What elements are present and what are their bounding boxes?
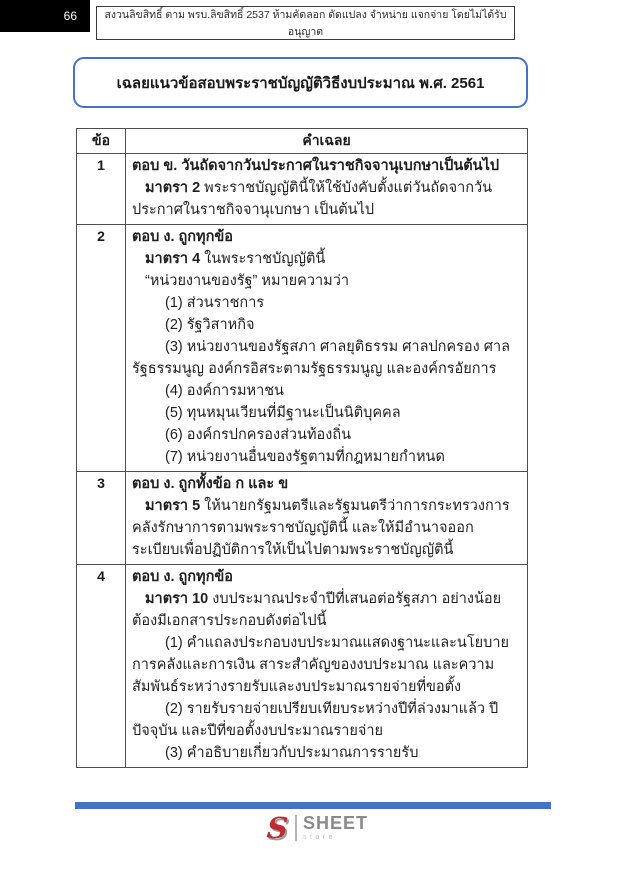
answer-line: (1) คำแถลงประกอบงบประมาณแสดงฐานะและนโยบายการคลังและการเงิน สาระสำคัญของงบประมาณ และความสัมพันธ์ระหว่างรายรับและงบประมาณรายจ่ายที่ขอตั้ง — [132, 635, 509, 695]
answer-line: (1) ส่วนราชการ — [165, 295, 265, 311]
footer-divider-bar — [75, 802, 551, 809]
logo-group — [267, 812, 368, 844]
copyright-notice-box — [96, 6, 515, 40]
answer-line: “หน่วยงานของรัฐ” หมายความว่า — [145, 273, 349, 289]
logo-text-store: store — [302, 833, 337, 841]
answer-line: ตอบ ง. ถูกทุกข้อ — [132, 229, 234, 245]
answer-line: มาตรา 5 ให้นายกรัฐมนตรีและรัฐมนตรีว่าการกระทรวงการคลังรักษาการตามพระราชบัญญัตินี้ และให้มีอำนาจออกระเบียบเพื่อปฏิบัติการให้เป็นไปตามพระราชบัญญัตินี้ — [132, 498, 510, 558]
table-row — [77, 154, 528, 225]
answer-cell — [126, 565, 528, 768]
question-number-cell: 4 — [77, 565, 126, 768]
answer-cell — [126, 225, 528, 472]
logo-text-column — [302, 812, 368, 842]
answer-line: ตอบ ง. ถูกทุกข้อ — [132, 569, 234, 585]
table-header-row — [77, 129, 528, 154]
answer-line: มาตรา 10 งบประมาณประจำปีที่เสนอต่อรัฐสภา อย่างน้อยต้องมีเอกสารประกอบดังต่อไปนี้ — [132, 591, 502, 629]
sheet-store-s-icon: S — [265, 811, 290, 845]
question-number-cell: 1 — [77, 154, 126, 225]
table-row — [77, 225, 528, 472]
document-title: เฉลยแนวข้อสอบพระราชบัญญัติวิธีงบประมาณ พ.ศ. 2561 — [116, 74, 485, 92]
table-row — [77, 565, 528, 768]
answer-line: (3) หน่วยงานของรัฐสภา ศาลยุติธรรม ศาลปกครอง ศาลรัฐธรรมนูญ องค์กรอิสระตามรัฐธรรมนูญ และองค์กรอัยการ — [132, 339, 510, 377]
page-number-badge — [0, 0, 90, 32]
logo-divider-line — [295, 815, 297, 841]
page-number: 66 — [63, 9, 77, 23]
answer-line: (2) รายรับรายจ่ายเปรียบเทียบระหว่างปีที่ล่วงมาแล้ว ปีปัจจุบัน และปีที่ขอตั้งงบประมาณรายจ่าย — [132, 701, 499, 739]
answer-line: (7) หน่วยงานอื่นของรัฐตามที่กฎหมายกำหนด — [165, 449, 445, 465]
answer-line: ตอบ ข. วันถัดจากวันประกาศในราชกิจจานุเบกษาเป็นต้นไป — [132, 158, 500, 174]
answer-cell — [126, 472, 528, 565]
answer-line: (4) องค์การมหาชน — [165, 383, 284, 399]
answer-table — [76, 128, 528, 768]
answer-line: มาตรา 2 พระราชบัญญัตินี้ให้ใช้บังคับตั้งแต่วันถัดจากวันประกาศในราชกิจจานุเบกษา เป็นต้นไป — [132, 180, 493, 218]
column-header-answer: คำเฉลย — [126, 129, 528, 154]
answer-line: (2) รัฐวิสาหกิจ — [165, 317, 255, 333]
table-row — [77, 472, 528, 565]
answer-line: (5) ทุนหมุนเวียนที่มีฐานะเป็นนิติบุคคล — [165, 405, 401, 421]
answer-line: (6) องค์กรปกครองส่วนท้องถิ่น — [165, 427, 352, 443]
question-number-cell: 2 — [77, 225, 126, 472]
logo-text-sheet: SHEET — [302, 812, 368, 833]
answer-cell — [126, 154, 528, 225]
answer-line: มาตรา 4 ในพระราชบัญญัตินี้ — [145, 251, 326, 267]
copyright-notice-text: สงวนลิขสิทธิ์ ตาม พรบ.ลิขสิทธิ์ 2537 ห้ามคัดลอก ดัดแปลง จำหน่าย แจกจ่าย โดยไม่ได้รับอนุญาต — [104, 9, 507, 38]
answer-line: (3) คำอธิบายเกี่ยวกับประมาณการรายรับ — [165, 745, 419, 761]
answer-line: ตอบ ง. ถูกทั้งข้อ ก และ ข — [132, 476, 289, 492]
document-title-box — [73, 57, 528, 108]
footer-logo — [0, 812, 621, 857]
column-header-no: ข้อ — [77, 129, 126, 154]
question-number-cell: 3 — [77, 472, 126, 565]
answer-table-container — [76, 128, 528, 768]
